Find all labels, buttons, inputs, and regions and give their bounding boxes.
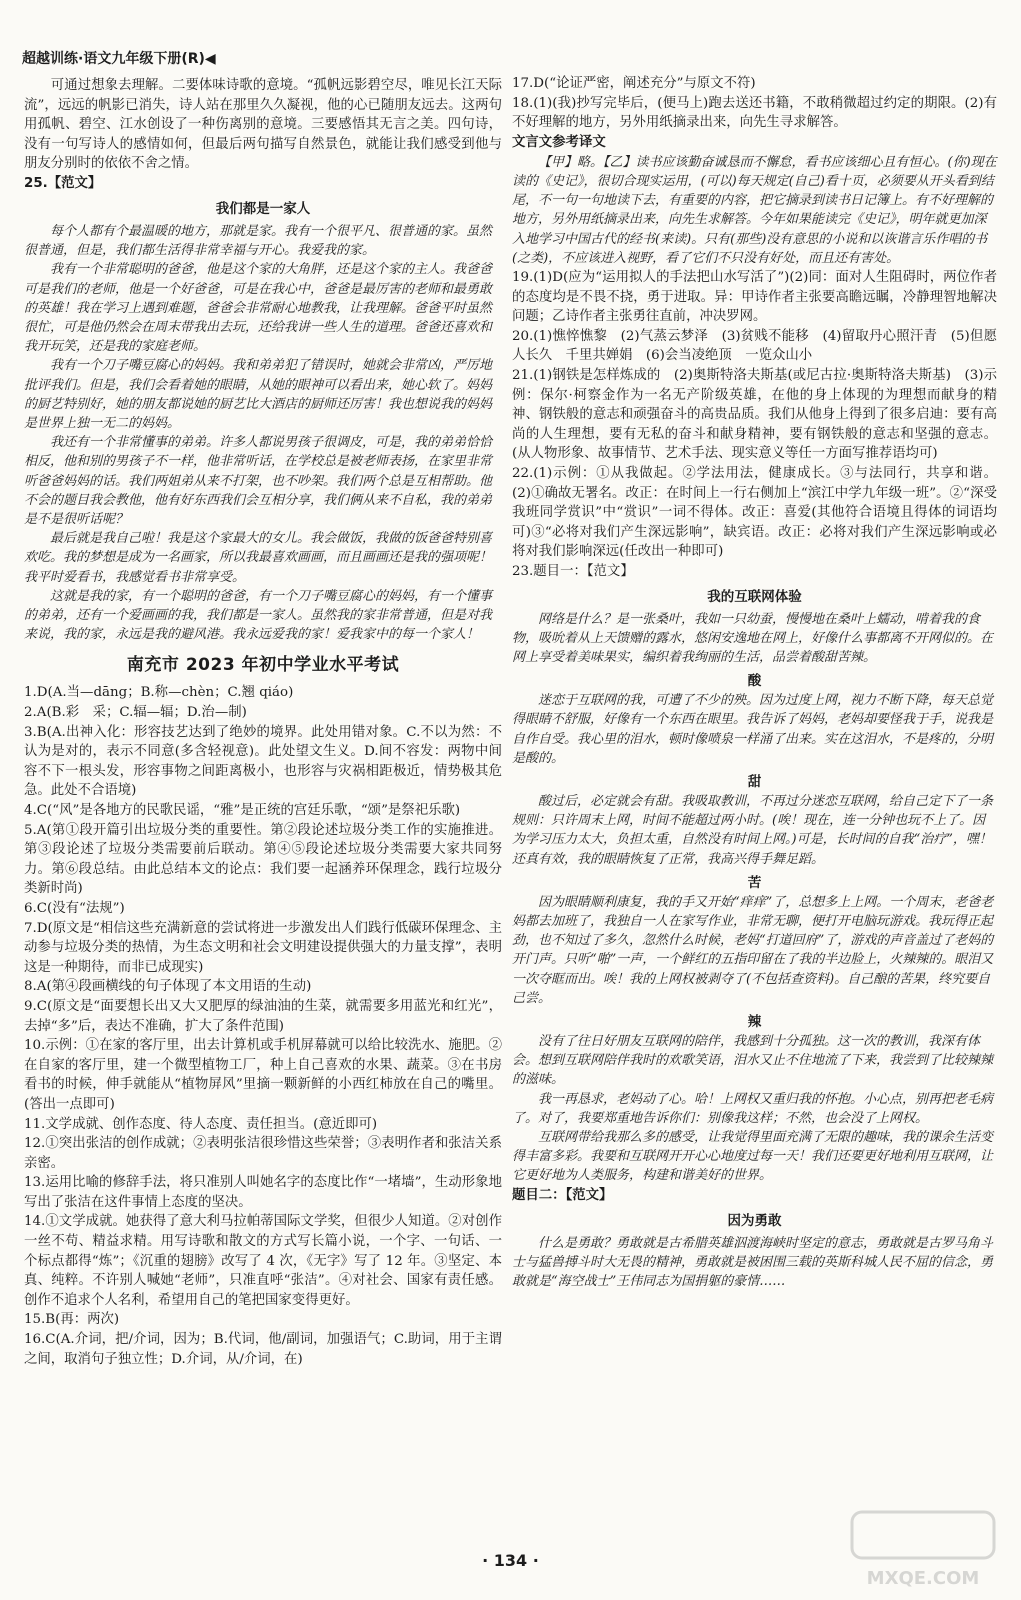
- subheading-sweet: 甜: [747, 773, 762, 790]
- answer-item: 19.(1)D(应为“运用拟人的手法把山水写活了”)(2)同：面对人生阻碍时，两位作者的态度均是不畏不挠，勇于进取。异：甲诗作者主张要高瞻远瞩，冷静理智地解决问题；乙诗作者主张勇往直前，冲决罗网。: [512, 270, 997, 325]
- watermark-logo: [848, 1506, 998, 1592]
- essay1-paragraph: 最后就是我自己啦！我是这个家最大的女儿。我会做饭，我做的饭爸爸特别喜欢吃。我的梦想是成为一名画家，所以我最喜欢画画，而且画画还是我的强项呢！我平时爱看书，我感觉看书非常享受。: [24, 531, 493, 585]
- watermark-text: MXQE.COM: [866, 1568, 980, 1589]
- answer-item: 5.A(第①段开篇引出垃圾分类的重要性。第②段论述垃圾分类工作的实施推进。第③段论述了垃圾分类需要前后联动。第④⑤段论述垃圾分类需要大家共同努力。第⑥段总结。由此总结本文的论点：我们要一起涵养环保理念，践行垃圾分类新时尚): [24, 822, 502, 897]
- answer-item: 16.C(A.介词，把/介词，因为；B.代词，他/副词，加强语气；C.助词，用于主谓之间，取消句子独立性；D.介词，从/介词，在): [24, 1332, 502, 1367]
- answer-list-middle: [512, 268, 997, 582]
- right-column: [512, 74, 997, 1291]
- running-header: 超越训练·语文九年级下册(R)◀: [22, 51, 216, 67]
- answer-item: 8.A(第④段画横线的句子体现了本文用语的生动): [24, 979, 312, 995]
- answer-item: 14.①文学成就。她获得了意大利马拉帕蒂国际文学奖，但很少人知道。②对创作一丝不苟、精益求精。用写诗歌和散文的方式写长篇小说，一个字、一句话、一个标点都得“炼”；《沉重的翅膀》改写了 4 次，《无字》写了 12 年。③坚定、本真、纯粹。不许别人喊她“老师”，只准直呼“张洁”。④对社会、国家有责任感。创作不追求个人名利，希望用自己的笔把国家变得更好。: [24, 1214, 502, 1308]
- answer-item: 1.D(A.当—dāng；B.称—chèn；C.翘 qiáo): [24, 685, 294, 701]
- essay3-body: 什么是勇敢？勇敢就是古希腊英雄泅渡海峡时坚定的意志，勇敢就是古罗马角斗士与猛兽搏斗时大无畏的精神，勇敢就是被困围三载的英斯科城人民不屈的信念，勇敢就是“海空战士”王伟同志为国捐躯的豪情……: [512, 1235, 994, 1289]
- answer-item: 2.A(B.彩 采；C.辐—辐；D.治—制): [24, 705, 247, 721]
- essay1-paragraph: 我有一个刀子嘴豆腐心的妈妈。我和弟弟犯了错误时，她就会非常凶，严厉地批评我们。但是，我们会看着她的眼睛，从她的眼神可以看出来，她心软了。妈妈的厨艺特别好，她的朋友都说她的厨艺比大酒店的厨师还厉害！我也想说我的妈妈是世界上独一无二的妈妈。: [24, 358, 493, 431]
- answer-item: 17.D(“论证严密，阐述充分”与原文不符): [512, 76, 756, 91]
- q25-label: 25.【范文】: [24, 175, 102, 191]
- answer-item: 6.C(没有“法规”): [24, 900, 125, 916]
- subheading-bitter: 苦: [747, 874, 762, 891]
- translation-text: 【甲】略。【乙】读书应该勤奋诚恳而不懈怠，看书应该细心且有恒心。(你)现在读的《史记》，很切合现实运用，(可以)每天规定(自己)看十页，必须要从开头看到结尾，不一句一句地读下去，有重要的内容，把它摘录到读书日记簿上。有不好理解的地方，另外用纸摘录出来，向先生求解答。今年如果能读完《史记》，明年就更加深入地学习中国古代的经书(来读)。只有(那些)没有意思的小说和以诙谐言乐作唱的书(之类)，不应该进入视野，看了它们不只没有好处，而且还有害处。: [512, 154, 997, 266]
- essay1-title: 我们都是一家人: [215, 200, 311, 217]
- answer-item: 22.(1)示例：①从我做起。②学法用法，健康成长。③与法同行，共享和谐。(2)①确故无署名。改正：在时间上一行右侧加上“滨江中学九年级一班”。②“深受我班同学赏识”中“赏识”一词不得体。改正：喜爱(其他符合语境且得体的词语均可)③“必将对我们产生深远影响”，缺宾语。改正：必将对我们产生深远影响或必将对我们影响深远(任改出一种即可): [512, 465, 997, 560]
- answer-item: 15.B(再：两次): [24, 1312, 120, 1328]
- essay2-paragraph: 迷恋于互联网的我，可遭了不少的殃。因为过度上网，视力不断下降，每天总觉得眼睛不舒服，好像有一个东西在眼里。我告诉了妈妈，老妈却要怪我于手，说我是自作自受。我心里的泪水，顿时像喷泉一样涌了出来。实在这泪水，不是疼的，分明是酸的。: [512, 693, 994, 766]
- translation-title: 文言文参考译文: [512, 134, 606, 150]
- essay2-paragraph: 因为眼睛顺利康复，我的手又开始“痒痒”了，总想多上上网。一个周末，老爸老妈都去加班了，我独自一人在家写作业，非常无聊，便打开电脑玩游戏。我玩得正起劲，也不知过了多久，忽然什么时候，老妈“打道回府”了，游戏的声音盖过了老妈的开门声。只听“啪”一声，一个鲜红的五指印留在了我的半边脸上，火辣辣的。眼泪又一次夺眶而出。唉！我的上网权被剥夺了(不包括查资料)。自己酿的苦果，终究要自己尝。: [512, 894, 994, 1006]
- subheading-spicy: 辣: [747, 1013, 762, 1030]
- answer-item: 18.(1)(我)抄写完毕后，(便马上)跑去送还书籍，不敢稍微超过约定的期限。(2)有不好理解的地方，另外用纸摘录出来，向先生寻求解答。: [512, 95, 997, 131]
- essay3-title: 因为勇敢: [727, 1212, 782, 1229]
- answer-item: 21.(1)钢铁是怎样炼成的 (2)奥斯特洛夫斯基(或尼古拉·奥斯特洛夫斯基) (3)示例：保尔·柯察金作为一名无产阶级英雄，在他的身上体现的为理想而献身的精神、钢铁般的意志和顽强奋斗的高贵品质。我们从他身上得到了很多启迪：要有高尚的人生理想，要有无私的奋斗和献身精神，要有钢铁般的意志和坚强的意志。(从人物形象、故事情节、艺术手法、现实意义等任一方面写推荐语均可): [512, 367, 997, 462]
- essay1-paragraph: 我有一个非常聪明的爸爸，他是这个家的大角胖，还是这个家的主人。我爸爸可是我们的老师，他是一个好爸爸，可是在我心中，爸爸是最厉害的老师和最勇敢的英雄！我在学习上遇到难题，爸爸会非常耐心地教我，让我理解。爸爸平时虽然很忙，可是他仍然会在周末带我出去玩，还给我讲一些人生的道理。爸爸还喜欢和我开玩笑，还是我的家庭老师。: [24, 262, 493, 355]
- answer-list: [24, 683, 502, 1369]
- essay2-paragraph: 没有了往日好朋友互联网的陪伴，我感到十分孤独。这一次的教训，我深有体会。想到互联网陪伴我时的欢歌笑语，泪水又止不住地流了下来，我尝到了比较辣辣的滋味。: [512, 1033, 994, 1088]
- essay2-paragraph: 互联网带给我那么多的感受，让我觉得里面充满了无限的趣味，我的课余生活变得丰富多彩。我要和互联网开开心心地度过每一天！我们还要更好地利用互联网，让它更好地为人类服务，构建和谐美好的世界。: [512, 1129, 994, 1184]
- answer-item: 7.D(原文是“相信这些充满新意的尝试将进一步激发出人们践行低碳环保理念、主动参与垃圾分类的热情，为生态文明和社会文明建设提供强大的力量支撑”，表明这是一种期待，而非已成现实): [24, 920, 502, 975]
- answer-item: 10.示例：①在家的客厅里，出去计算机或手机屏幕就可以给比较洗水、施肥。②在自家的客厅里，建一个微型植物工厂，种上自己喜欢的水果、蔬菜。③在书房看书的时候，伸手就能从“植物屏风”里摘一颗新鲜的小西红柿放在自己的嘴里。(答出一点即可): [24, 1038, 502, 1112]
- essay2-title: 我的互联网体验: [707, 588, 802, 605]
- left-column: [24, 76, 502, 1369]
- essay2-bitter: [512, 893, 997, 1008]
- page-number: · 134 ·: [482, 1551, 539, 1570]
- answer-item: 13.运用比喻的修辞手法，将只准别人叫她名字的态度比作“一堵墙”，生动形象地写出了张洁在这件事情上态度的坚决。: [24, 1175, 502, 1210]
- essay2-spicy: [512, 1032, 997, 1186]
- essay2-sour: [512, 691, 997, 768]
- intro-paragraph: 可通过想象去理解。二要体味诗歌的意境。“孤帆远影碧空尽，唯见长江天际流”，远远的帆影已消失，诗人站在那里久久凝视，他的心已随朋友远去。这两句用孤帆、碧空、江水创设了一种伤离别的意境。三要感悟其无言之美。四句诗，没有一句写诗人的感情如何，但最后两句描写自然景色，就能让我们感受到他与朋友分别时的依依不舍之情。: [24, 78, 502, 172]
- essay2-sweet: [512, 792, 997, 869]
- answer-list-continued: [512, 74, 997, 133]
- essay2-paragraph: 我一再恳求，老妈动了心。哈！上网权又重归我的怀抱。小心点，别再把老毛病了。对了，我要郑重地告诉你们：别像我这样；不然，也会没了上网权。: [512, 1091, 994, 1126]
- answer-item: 11.文学成就、创作态度、待人态度、责任担当。(意近即可): [24, 1116, 378, 1132]
- essay1-paragraph: 我还有一个非常懂事的弟弟。许多人都说男孩子很调皮，可是，我的弟弟恰恰相反，他和别的男孩子不一样，他非常听话，在学校总是被老师表扬，在家里非常听爸爸妈妈的话。我们两姐弟从来不打架，也不吵架。我们两个总是互相帮助。他不会的题目我会教他，他有好东西我们会互相分享，我们俩从来不自私，我的弟弟是不是很听话呢？: [24, 435, 493, 528]
- essay2-paragraph: 酸过后，必定就会有甜。我吸取教训，不再过分迷恋互联网，给自己定下了一条规则：只许周末上网，时间不能超过两小时。(唉！现在，连一分钟也玩不上了。因为学习压力太大，负担太重，自然没有时间上网。)可是，长时间的自我“治疗”，嘿！还真有效，我的眼睛恢复了正常，我高兴得手舞足蹈。: [512, 793, 994, 867]
- topic2-label: 题目二：【范文】: [512, 1187, 613, 1203]
- answer-item: 4.C(“风”是各地方的民歌民谣，“雅”是正统的宫廷乐歌，“颂”是祭祀乐歌): [24, 803, 461, 818]
- exam-section-title: 南充市 2023 年初中学业水平考试: [126, 655, 400, 676]
- answer-item: 20.(1)憔悴憔黎 (2)气蒸云梦泽 (3)贫贱不能移 (4)留取丹心照汗青 (5)但愿人长久 千里共婵娟 (6)会当凌绝顶 一览众山小: [512, 328, 997, 364]
- subheading-sour: 酸: [747, 673, 762, 690]
- answer-item: 23.题目一：【范文】: [512, 563, 634, 579]
- answer-item: 3.B(A.出神入化：形容技艺达到了绝妙的境界。此处用错对象。C.不以为然：不认为是对的，表示不同意(多含轻视意)。此处望文生义。D.间不容发：两物中间容不下一根头发，形容事物之间距离极小，也形容与灾祸相距极近，情势极其危急。此处不合语境): [24, 724, 502, 799]
- essay2-intro: 网络是什么？是一张桑叶，我如一只幼蚕，慢慢地在桑叶上蠕动，啃着我的食物，吸吮着从上天馈赠的露水，悠闲安逸地在网上，好像什么事都离不开网似的。在网上享受着美味果实，编织着我绚丽的生活，品尝着酸甜苦辣。: [512, 611, 994, 665]
- essay1-paragraph: 这就是我的家，有一个聪明的爸爸，有一个刀子嘴豆腐心的妈妈，有一个懂事的弟弟，还有一个爱画画的我，我们都是一家人。虽然我的家非常普通，但是对我来说，我的家，永远是我的避风港。我永远爱我的家！爱我家中的每一个家人！: [24, 588, 493, 643]
- answer-item: 12.①突出张洁的创作成就；②表明张洁很珍惜这些荣誉；③表明作者和张洁关系亲密。: [24, 1136, 502, 1171]
- essay1-paragraph: 每个人都有个最温暖的地方，那就是家。我有一个很平凡、很普通的家。虽然很普通，但是，我们都生活得非常幸福与开心。我爱我的家。: [24, 223, 493, 259]
- answer-item: 9.C(原文是“面要想长出又大又肥厚的绿油油的生菜，就需要多用蓝光和红光”，去掉“多”后，表达不准确，扩大了条件范围): [24, 998, 502, 1034]
- essay1-body: [24, 222, 502, 644]
